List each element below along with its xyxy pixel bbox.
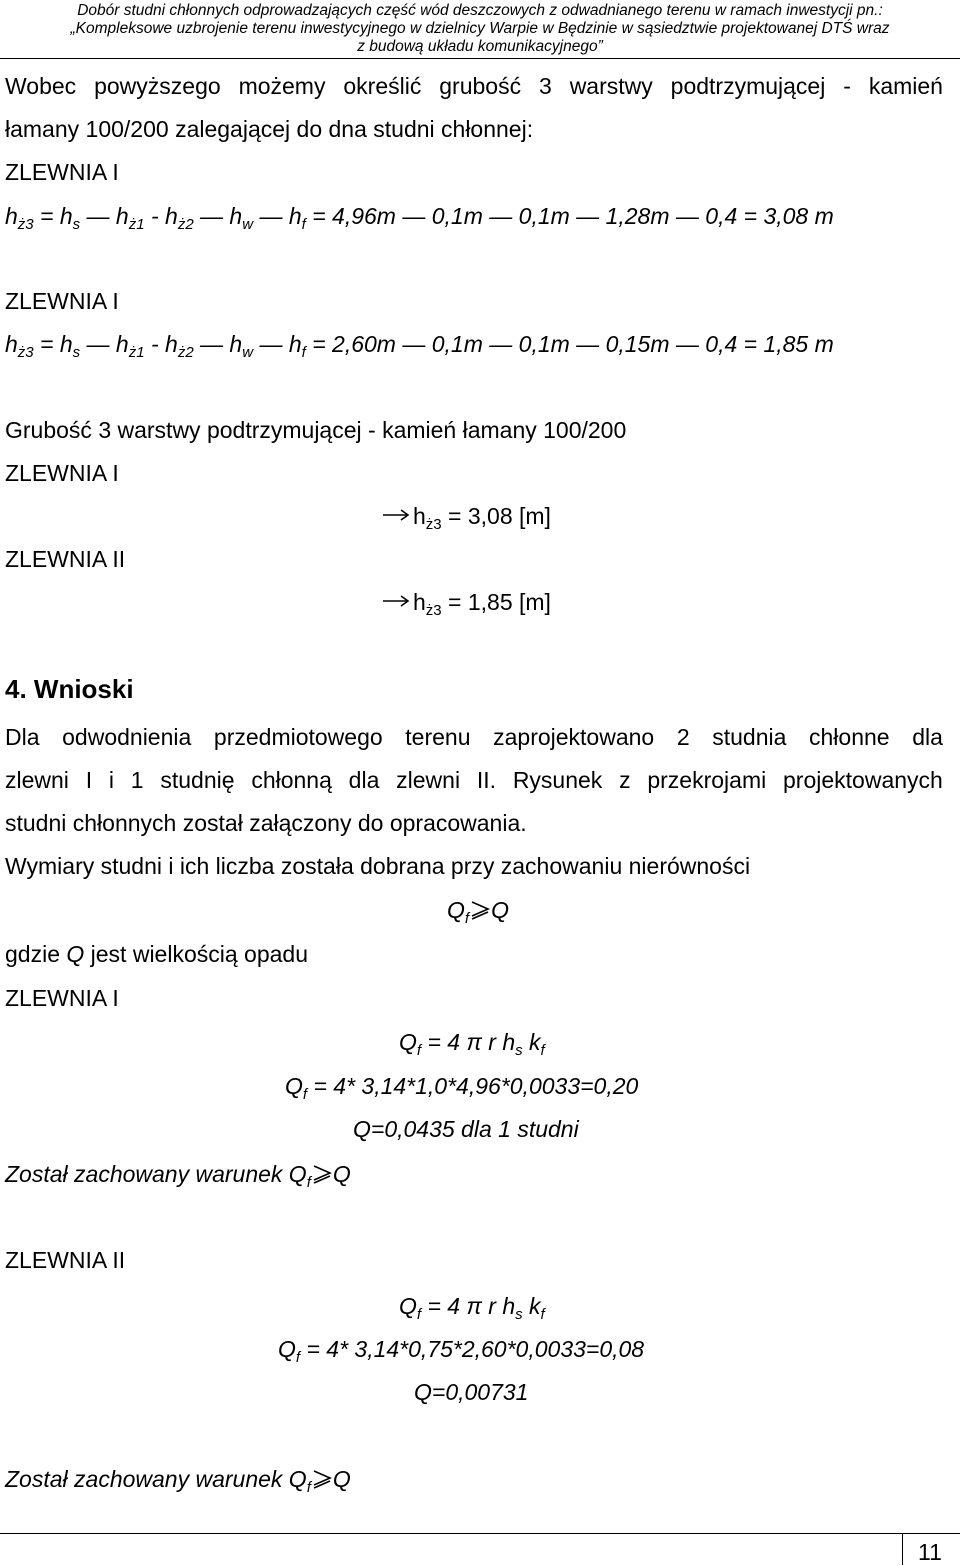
word: chłonne	[809, 724, 890, 750]
summary-label-zlewnia-2: ZLEWNIA II	[5, 546, 126, 572]
word: przedmiotowego	[213, 724, 383, 750]
word: odwodnienia	[62, 724, 192, 750]
greater-equal-icon	[311, 1163, 333, 1185]
header-rule	[0, 58, 960, 59]
intro-line-2: łamany 100/200 zalegającej do dna studni chłonnej:	[5, 116, 534, 142]
word: Rysunek	[512, 767, 603, 793]
word: przekrojami	[647, 767, 767, 793]
word: Dla	[5, 724, 40, 750]
page-number: 11	[918, 1539, 942, 1565]
calc1-formula: $h_{ż3} = h_s$ — $h_{ż1} - h_{ż2}$ — $h_w$ — $h_f = 4,96m$ — 0,1m — 0,1m — 1,28m — 0,4 = 3,08 m	[5, 203, 834, 233]
word: zlewni	[5, 767, 69, 793]
word: warstwy	[569, 73, 653, 99]
summary-heading: Grubość 3 warstwy podtrzymującej - kamień łamany 100/200	[5, 417, 627, 443]
word: projektowanych	[783, 767, 943, 793]
z1-label: ZLEWNIA I	[5, 985, 119, 1011]
where-line: gdzie Q jest wielkością opadu	[5, 941, 308, 967]
word: I	[85, 767, 93, 793]
intro-line-1	[5, 72, 943, 100]
word: powyższego	[94, 73, 221, 99]
word: zaprojektowano	[493, 724, 655, 750]
word: możemy	[238, 73, 326, 99]
calc2-formula: $h_{ż3} = h_s$ — $h_{ż1} - h_{ż2}$ — $h_w$ — $h_f = 2,60m$ — 0,1m — 0,1m — 0,15m — 0,4 = 1,85 m	[5, 331, 834, 361]
arrow-right-icon	[383, 594, 409, 608]
footer-rule	[0, 1533, 960, 1534]
conclusions-line-3: studni chłonnych został załączony do opracowania.	[5, 810, 527, 836]
word: kamień	[868, 73, 943, 99]
word: 3	[538, 73, 552, 99]
z1-formula-1: $Q_f = 4$ π r $h_s$ $k_f$	[399, 1029, 545, 1059]
word: studnia	[712, 724, 787, 750]
running-header-line-3: z budową układu komunikacyjnego”	[357, 38, 603, 55]
word: podtrzymującej	[670, 73, 826, 99]
word: grubość	[439, 73, 522, 99]
z2-label: ZLEWNIA II	[5, 1247, 126, 1273]
word: z	[619, 767, 631, 793]
z2-formula-3: Q=0,00731	[414, 1379, 529, 1405]
z1-condition: Został zachowany warunek $Q_f$ Q	[5, 1161, 351, 1191]
conclusions-paragraph-2: Wymiary studni i ich liczba została dobrana przy zachowaniu nierówności	[5, 853, 751, 879]
word: chłonną	[251, 767, 332, 793]
word: studnię	[160, 767, 235, 793]
word: -	[843, 73, 851, 99]
word: dla	[912, 724, 943, 750]
conclusions-line-1	[5, 723, 943, 751]
word: terenu	[405, 724, 471, 750]
summary-result-1: $h_{ż3} = 3,08$ [m]	[383, 502, 551, 530]
z1-formula-3: Q=0,0435 dla 1 studni	[353, 1116, 579, 1142]
word: dla	[348, 767, 380, 793]
summary-label-zlewnia-1: ZLEWNIA I	[5, 460, 119, 486]
z2-formula-2: $Q_f = 4*$ 3,14*0,75*2,60*0,0033=0,08	[278, 1336, 645, 1366]
word: i	[108, 767, 114, 793]
calc1-label: ZLEWNIA I	[5, 159, 119, 185]
running-header-line-1: Dobór studni chłonnych odprowadzających część wód deszczowych z odwadnianego terenu w ramach inwestycji pn.:	[77, 2, 883, 19]
z2-formula-1: $Q_f = 4$ π r $h_s$ $k_f$	[399, 1293, 545, 1323]
greater-equal-icon	[311, 1468, 333, 1490]
word: II.	[476, 767, 497, 793]
greater-equal-icon	[469, 899, 491, 921]
word: Wobec	[5, 73, 77, 99]
word: 2	[676, 724, 690, 750]
z1-formula-2: $Q_f = 4*$ 3,14*1,0*4,96*0,0033=0,20	[285, 1073, 639, 1103]
word: 1	[130, 767, 144, 793]
z2-condition: Został zachowany warunek $Q_f$ Q	[5, 1466, 351, 1496]
word: zlewni	[396, 767, 461, 793]
running-header-line-2: „Kompleksowe uzbrojenie terenu inwestycyjnego w dzielnicy Warpie w Będzinie w sąsiedztwie projektowanej DTŚ wraz	[70, 20, 890, 37]
section-title: 4. Wnioski	[5, 674, 134, 704]
word: określić	[343, 73, 422, 99]
inequality: $Q_f$ Q	[447, 897, 509, 927]
conclusions-line-2	[5, 766, 943, 794]
arrow-right-icon	[383, 508, 409, 522]
calc2-label: ZLEWNIA I	[5, 288, 119, 314]
summary-result-2: $h_{ż3} = 1,85$ [m]	[383, 588, 551, 616]
